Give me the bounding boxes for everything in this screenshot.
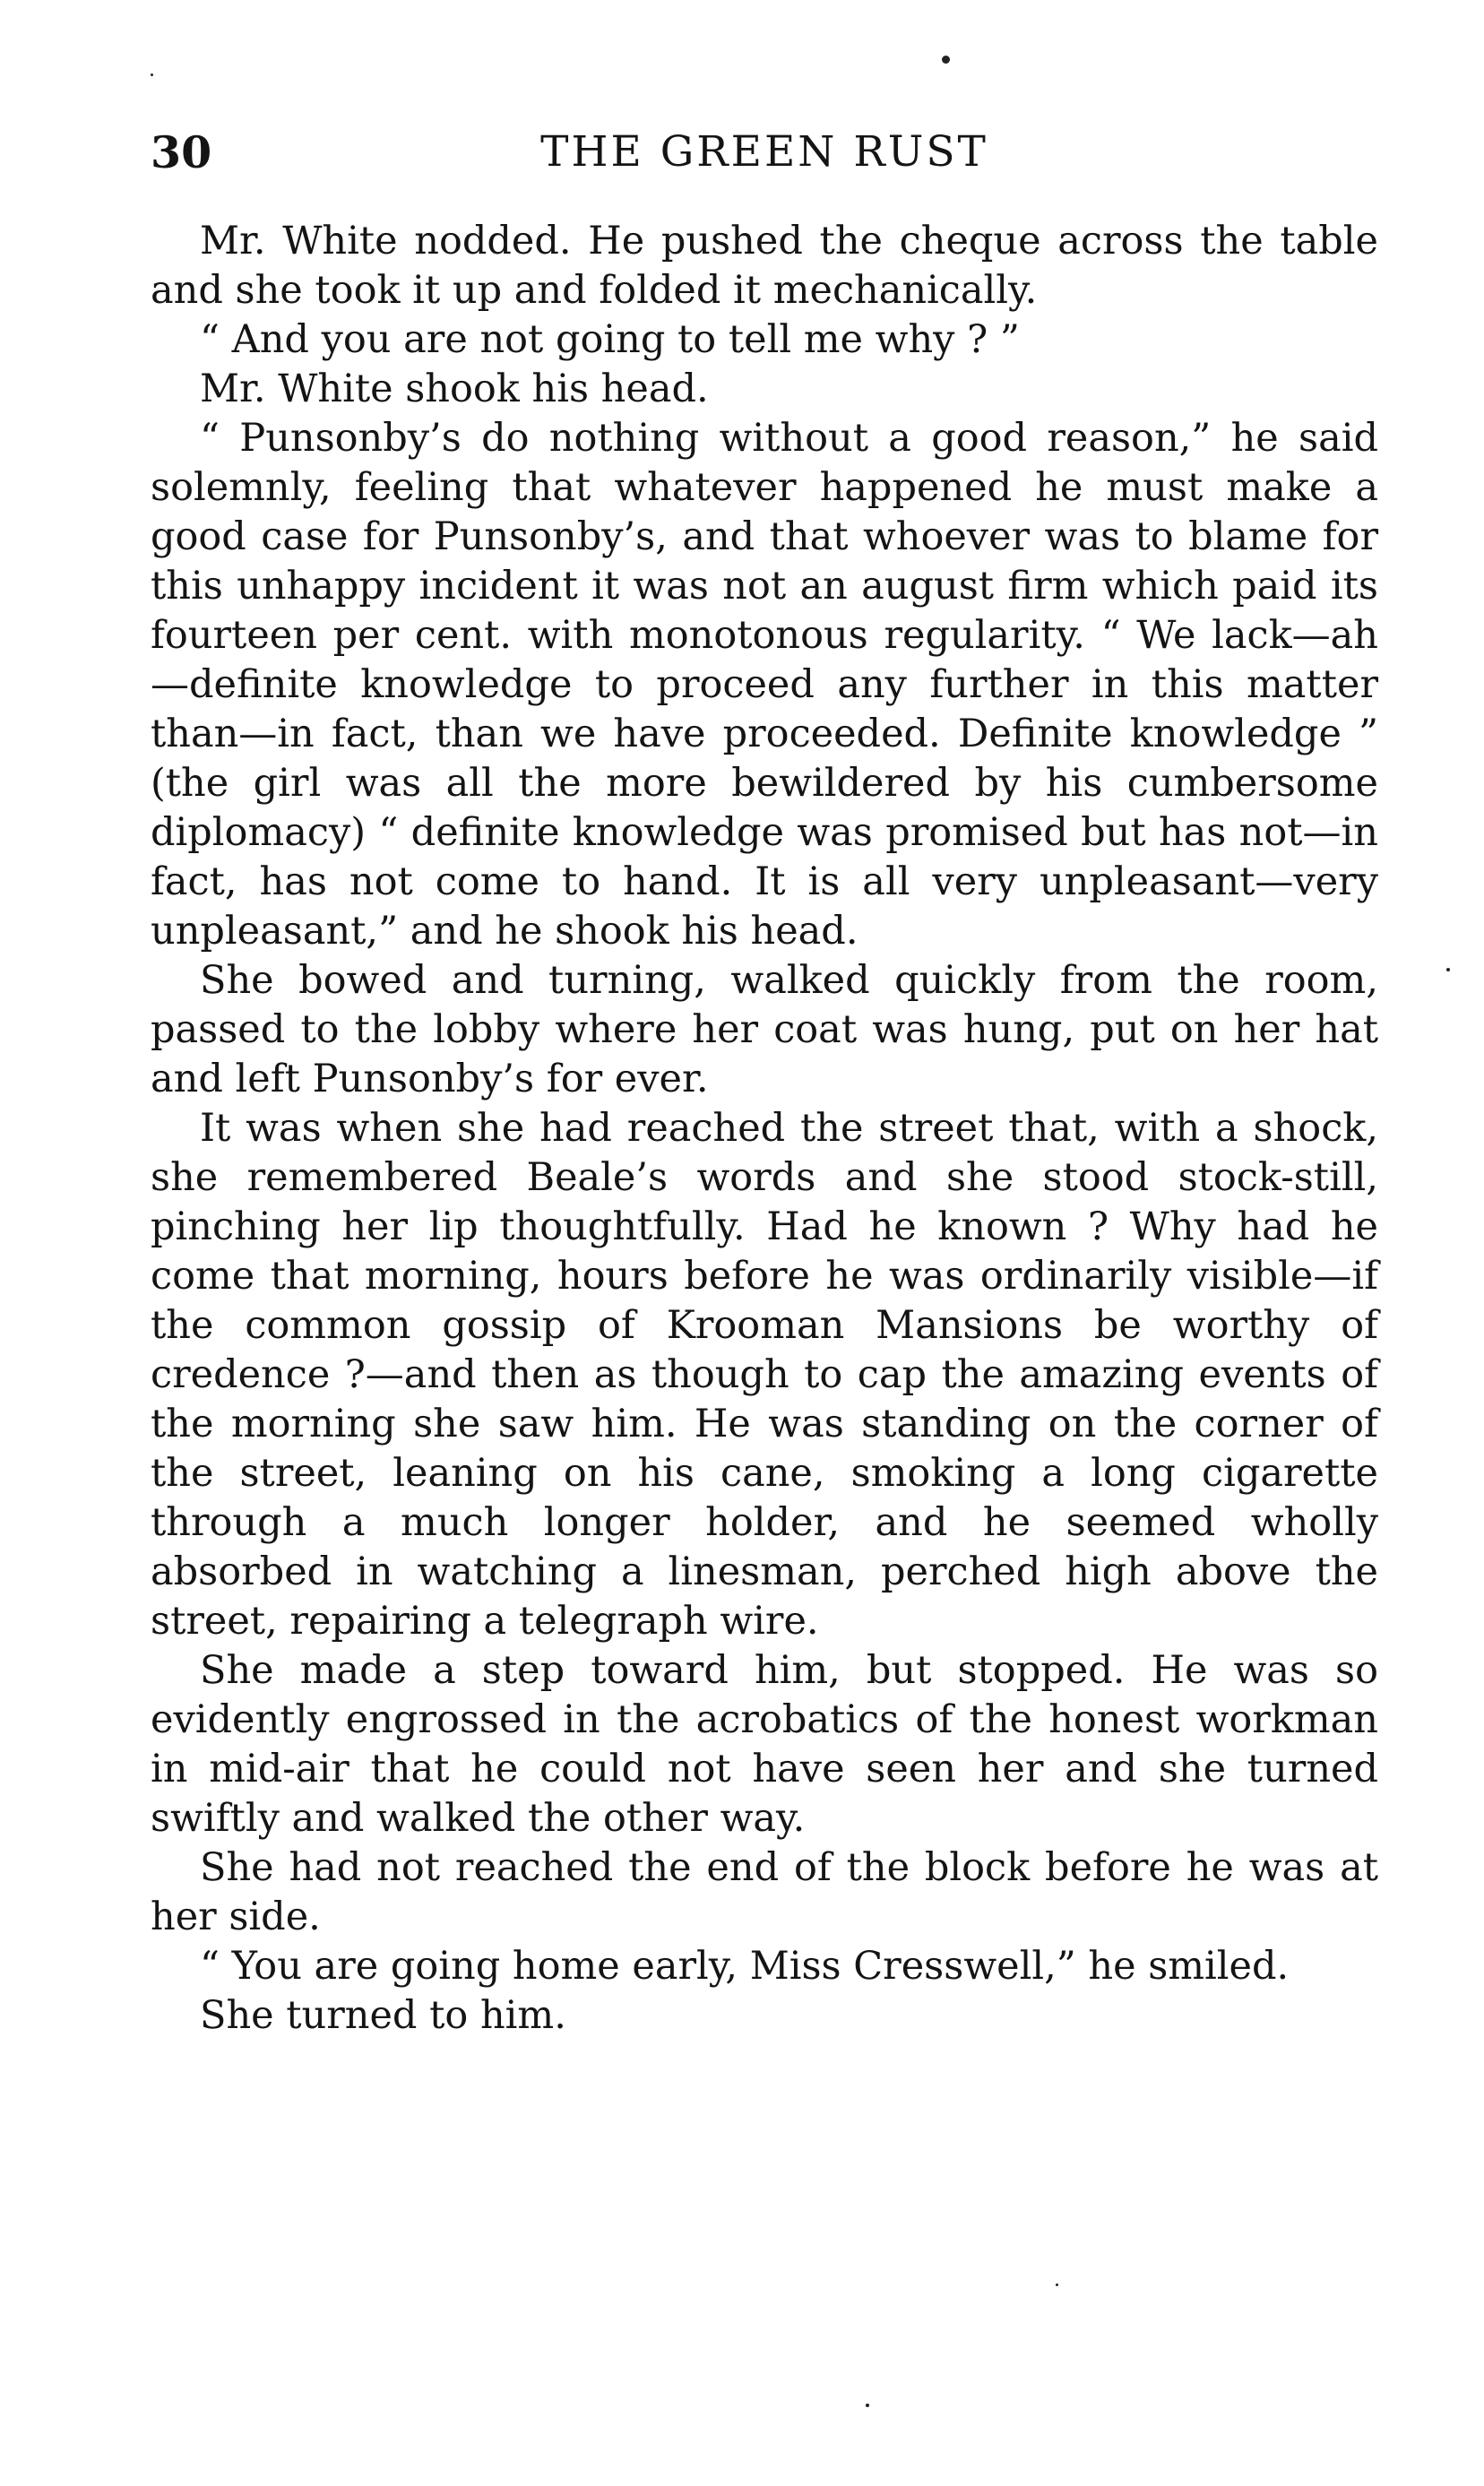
page-header xyxy=(151,125,1378,179)
ink-speck xyxy=(151,73,153,76)
running-title: THE GREEN RUST xyxy=(540,127,988,177)
paragraph: It was when she had reached the street that, with a shock, she remembered Beale’s words and she stood stock-still, pinching her lip thoughtfully. Had he known ? Why had he come that morning, hours before he was ordinarily visible—if the common gossip of Krooman Mansions be worthy of credence ?—and then as though to cap the amazing events of the morning she saw him. He was standing on the corner of the street, leaning on his cane, smoking a long cigarette through a much longer holder, and he seemed wholly absorbed in watching a linesman, perched high above the street, repairing a telegraph wire. xyxy=(151,1106,1378,1644)
ink-speck xyxy=(1446,968,1450,971)
page-number: 30 xyxy=(151,126,212,178)
paragraph: Mr. White nodded. He pushed the cheque across the table and she took it up and folded it mechanically. xyxy=(151,219,1378,313)
paragraph: She had not reached the end of the block before he was at her side. xyxy=(151,1845,1378,1939)
ink-speck xyxy=(942,56,950,64)
body-text xyxy=(151,217,1378,2041)
paragraph: She turned to him. xyxy=(200,1993,566,2038)
paragraph: She bowed and turning, walked quickly from the room, passed to the lobby where her coat was hung, put on her hat and left Punsonby’s for ever. xyxy=(151,958,1378,1101)
paragraph: “ Punsonby’s do nothing without a good reason,” he said solemnly, feeling that whatever happened he must make a good case for Punsonby’s, and that whoever was to blame for this unhappy incident it was not an august firm which paid its fourteen per cent. with monotonous regularity. “ We lack—ah—definite knowledge to proceed any further in this matter than—in fact, than we have proceeded. Definite knowledge ” (the girl was all the more bewildered by his cumbersome diplomacy) “ definite knowledge was promised but has not—in fact, has not come to hand. It is all very unpleasant—very unpleasant,” and he shook his head. xyxy=(151,416,1378,954)
paragraph: Mr. White shook his head. xyxy=(200,367,709,411)
paragraph: She made a step toward him, but stopped. He was so evidently engrossed in the acrobatics of the honest workman in mid-air that he could not have seen her and she turned swiftly and walked the other way. xyxy=(151,1648,1378,1841)
paragraph: “ You are going home early, Miss Cresswell,” he smiled. xyxy=(200,1944,1290,1989)
ink-speck xyxy=(866,2404,869,2407)
ink-speck xyxy=(1056,2283,1058,2286)
paragraph: “ And you are not going to tell me why ? ” xyxy=(200,317,1020,362)
